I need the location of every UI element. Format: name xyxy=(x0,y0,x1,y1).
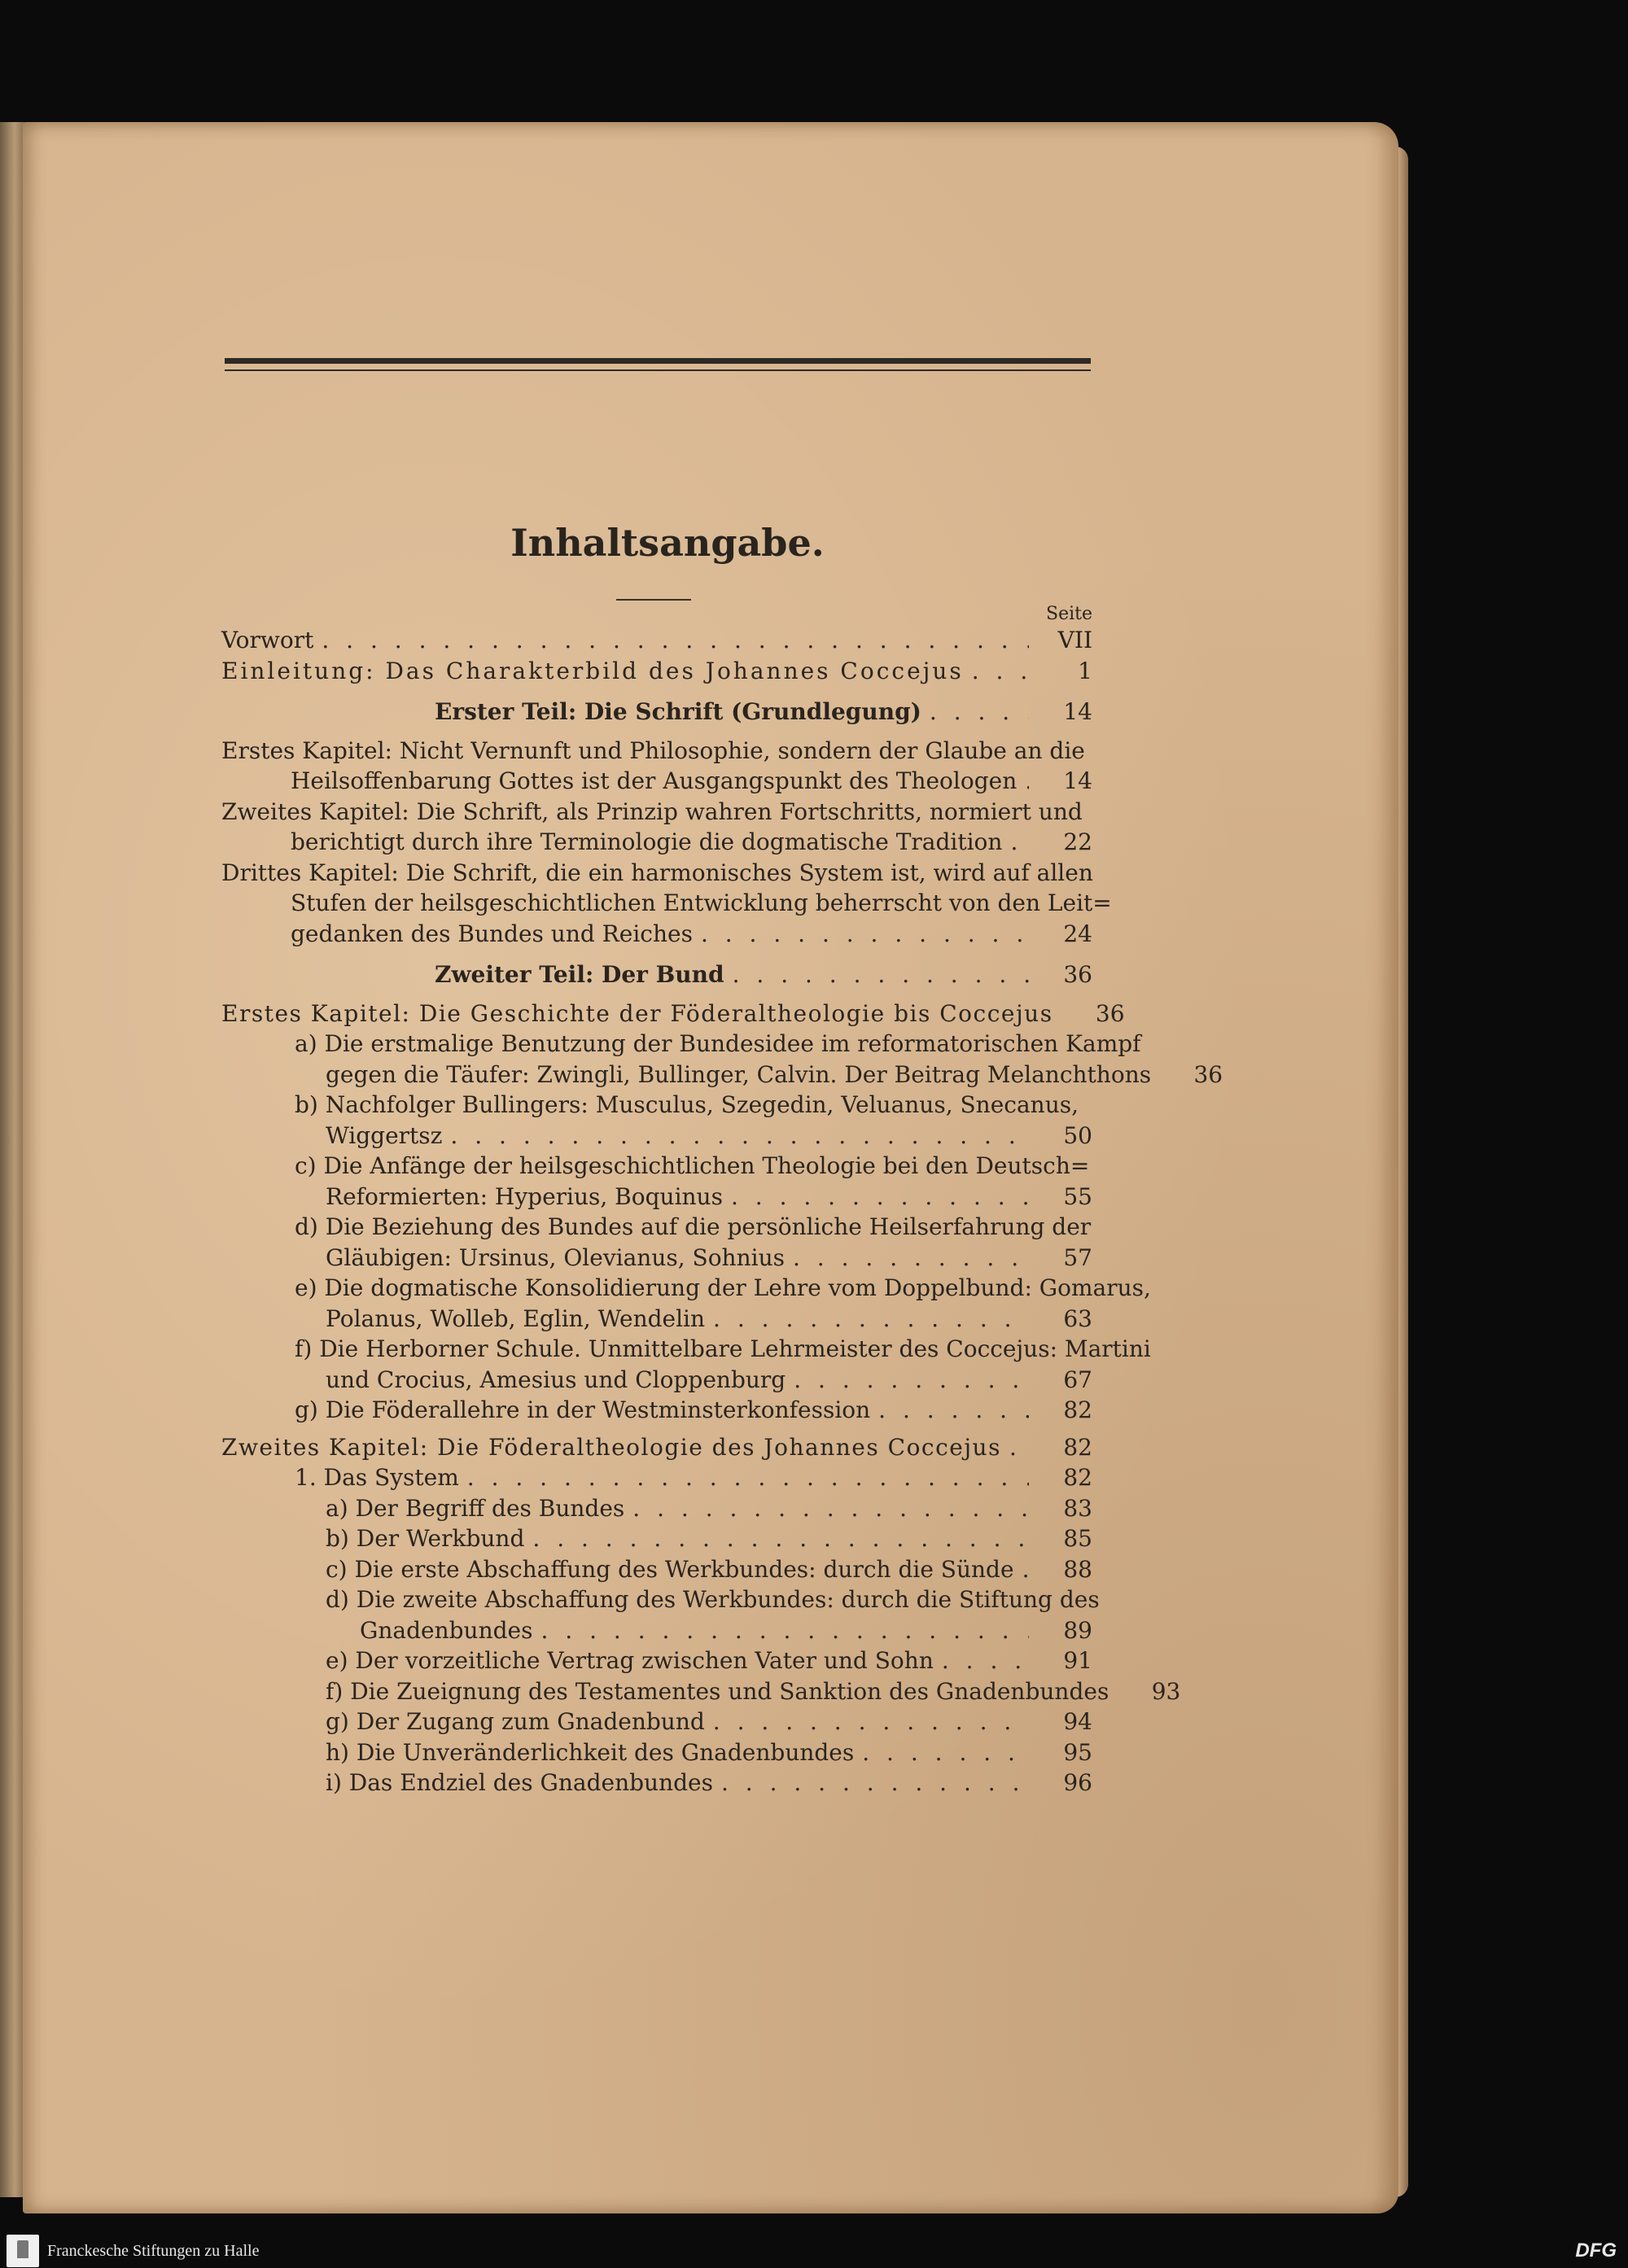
toc-entry-text: i) Das Endziel des Gnadenbundes xyxy=(326,1769,713,1796)
toc-page-number: 82 xyxy=(1063,1396,1092,1423)
toc-system-d xyxy=(221,1615,1092,1646)
toc-page-number: 67 xyxy=(1063,1366,1092,1393)
toc-section-a xyxy=(221,1060,1223,1090)
seite-label: Seite xyxy=(1046,604,1092,624)
toc-chapter-line: Erstes Kapitel: Nicht Vernunft und Philosophie, sondern der Glaube an die xyxy=(221,736,1085,764)
toc-chapter-1-1 xyxy=(221,766,1092,797)
leader-dots xyxy=(540,1615,1029,1646)
leader-dots xyxy=(733,959,1029,990)
toc-entry-text: 1. Das System xyxy=(295,1464,459,1491)
toc-system-a xyxy=(221,1493,1092,1524)
toc-section-line: d) Die Beziehung des Bundes auf die persönliche Heilserfahrung der xyxy=(295,1213,1092,1240)
toc-chapter-1-3 xyxy=(221,919,1092,950)
toc-entry-text: g) Die Föderallehre in der Westminsterkonfession xyxy=(295,1396,871,1423)
toc-chapter-2-1 xyxy=(221,999,1125,1029)
toc-entry-text: und Crocius, Amesius und Cloppenburg xyxy=(326,1366,786,1393)
toc-system-h xyxy=(221,1737,1092,1768)
institution-logo-icon xyxy=(7,2235,39,2267)
leader-dots xyxy=(322,625,1029,656)
toc-entry-text: g) Der Zugang zum Gnadenbund xyxy=(326,1708,705,1735)
toc-page-number: 95 xyxy=(1063,1738,1092,1766)
toc-section-line: d) Die zweite Abschaffung des Werkbundes: durch die Stiftung des xyxy=(326,1586,1100,1613)
toc-entry-text: c) Die erste Abschaffung des Werkbundes: durch die Sünde xyxy=(326,1555,1014,1583)
toc-chapter-line: Zweites Kapitel: Die Schrift, als Prinzip wahren Fortschritts, normiert und xyxy=(221,798,1083,825)
toc-page-number: 83 xyxy=(1063,1494,1092,1522)
toc-chapter-1-2 xyxy=(221,827,1092,858)
leader-dots xyxy=(467,1462,1029,1493)
leader-dots xyxy=(942,1645,1029,1676)
header-rule-thin xyxy=(225,369,1091,371)
toc-entry-text: Polanus, Wolleb, Eglin, Wendelin xyxy=(326,1304,706,1332)
toc-section-line: b) Nachfolger Bullingers: Musculus, Szegedin, Veluanus, Snecanus, xyxy=(295,1091,1079,1118)
toc-section-f xyxy=(221,1365,1092,1396)
title-underline xyxy=(616,599,691,601)
toc-page-number: 82 xyxy=(1063,1433,1092,1461)
toc-page-number: 24 xyxy=(1063,920,1092,947)
table-of-contents xyxy=(221,604,1223,1798)
toc-entry-text: Wiggertsz xyxy=(326,1121,443,1149)
toc-section-g xyxy=(221,1395,1092,1426)
toc-page-number: 36 xyxy=(1193,1060,1223,1088)
toc-part-heading: Zweiter Teil: Der Bund xyxy=(435,961,724,988)
toc-system-f xyxy=(221,1676,1181,1707)
toc-entry-text: a) Der Begriff des Bundes xyxy=(326,1494,625,1522)
leader-dots xyxy=(1022,1554,1029,1585)
toc-entry-text: berichtigt durch ihre Terminologie die dogmatische Tradition xyxy=(291,828,1003,855)
leader-dots xyxy=(862,1737,1029,1768)
toc-chapter-line: Drittes Kapitel: Die Schrift, die ein harmonisches System ist, wird auf allen xyxy=(221,859,1093,886)
toc-page-number: 57 xyxy=(1063,1243,1092,1271)
leader-dots xyxy=(632,1493,1029,1524)
toc-page-number: 63 xyxy=(1063,1304,1092,1332)
toc-system-b xyxy=(221,1523,1092,1554)
toc-part-1 xyxy=(221,697,1092,728)
leader-dots xyxy=(713,1706,1029,1737)
leader-dots xyxy=(1025,766,1029,797)
toc-entry-text: Zweites Kapitel: Die Föderaltheologie des Johannes Coccejus xyxy=(221,1433,1001,1461)
toc-entry-text: Erstes Kapitel: Die Geschichte der Föderaltheologie bis Coccejus xyxy=(221,999,1053,1027)
toc-entry-text: Reformierten: Hyperius, Boquinus xyxy=(326,1182,723,1210)
dfg-logo: DFG xyxy=(1575,2240,1617,2261)
toc-entry-text: Gläubigen: Ursinus, Olevianus, Sohnius xyxy=(326,1243,785,1271)
toc-page-number: 96 xyxy=(1063,1769,1092,1796)
leader-dots xyxy=(701,919,1029,950)
toc-page-number: 50 xyxy=(1063,1121,1092,1149)
leader-dots xyxy=(1010,827,1029,858)
leader-dots xyxy=(794,1365,1029,1396)
toc-chapter-2-2 xyxy=(221,1432,1092,1463)
toc-section-line: e) Die dogmatische Konsolidierung der Lehre vom Doppelbund: Gomarus, xyxy=(295,1274,1151,1301)
toc-system-g xyxy=(221,1706,1092,1737)
toc-page-number: 94 xyxy=(1063,1708,1092,1735)
toc-page-number: 14 xyxy=(1063,698,1092,725)
toc-page-number: 91 xyxy=(1063,1647,1092,1674)
toc-page-number: VII xyxy=(1057,627,1092,653)
leader-dots xyxy=(878,1395,1029,1426)
institution-name: Franckesche Stiftungen zu Halle xyxy=(47,2242,260,2260)
toc-system-i xyxy=(221,1768,1092,1798)
toc-entry-text: gedanken des Bundes und Reiches xyxy=(291,920,693,947)
toc-page-number: 55 xyxy=(1063,1182,1092,1210)
toc-page-number: 85 xyxy=(1063,1525,1092,1552)
page-title: Inhaltsangabe. xyxy=(510,521,825,565)
toc-system-c xyxy=(221,1554,1092,1585)
leader-dots xyxy=(930,697,1029,728)
spacer xyxy=(221,1426,1092,1432)
toc-page-number: 1 xyxy=(1078,657,1092,684)
toc-page-number: 82 xyxy=(1063,1464,1092,1491)
toc-section-e xyxy=(221,1304,1092,1335)
toc-system-e xyxy=(221,1645,1092,1676)
toc-section-b xyxy=(221,1121,1092,1151)
toc-entry-text: gegen die Täufer: Zwingli, Bullinger, Calvin. Der Beitrag Melanchthons xyxy=(326,1060,1152,1088)
toc-entry-text: b) Der Werkbund xyxy=(326,1525,525,1552)
toc-page-number: 89 xyxy=(1063,1616,1092,1644)
toc-section-line: a) Die erstmalige Benutzung der Bundesidee im reformatorischen Kampf xyxy=(295,1030,1141,1057)
toc-page-number: 93 xyxy=(1151,1677,1181,1705)
viewer-footer xyxy=(0,2233,1628,2268)
adjoining-page-edge xyxy=(0,122,24,2197)
toc-entry-text: Einleitung: Das Charakterbild des Johannes Coccejus xyxy=(221,657,964,684)
leader-dots xyxy=(450,1121,1029,1151)
toc-section-d xyxy=(221,1243,1092,1274)
toc-page-number: 36 xyxy=(1095,999,1125,1027)
toc-entry-text: Vorwort xyxy=(221,627,314,653)
toc-page-number: 22 xyxy=(1063,828,1092,855)
toc-page-number: 88 xyxy=(1063,1555,1092,1583)
toc-entry-vorwort xyxy=(221,625,1092,656)
toc-section-line: c) Die Anfänge der heilsgeschichtlichen Theologie bei den Deutsch= xyxy=(295,1152,1090,1179)
toc-entry-text: h) Die Unveränderlichkeit des Gnadenbundes xyxy=(326,1738,855,1766)
toc-system xyxy=(221,1462,1092,1493)
toc-section-c xyxy=(221,1182,1092,1213)
leader-dots xyxy=(731,1182,1029,1213)
toc-page-number: 14 xyxy=(1063,767,1092,794)
toc-part-2 xyxy=(221,959,1092,990)
leader-dots xyxy=(1009,1432,1029,1463)
leader-dots xyxy=(721,1768,1029,1798)
toc-page-number: 36 xyxy=(1063,961,1092,988)
leader-dots xyxy=(532,1523,1029,1554)
toc-section-line: f) Die Herborner Schule. Unmittelbare Lehrmeister des Coccejus: Martini xyxy=(295,1335,1151,1362)
toc-entry-text: Heilsoffenbarung Gottes ist der Ausgangspunkt des Theologen xyxy=(291,767,1017,794)
leader-dots xyxy=(972,656,1029,687)
toc-chapter-line: Stufen der heilsgeschichtlichen Entwicklung beherrscht von den Leit= xyxy=(291,889,1112,916)
toc-part-heading: Erster Teil: Die Schrift (Grundlegung) xyxy=(435,698,921,725)
toc-entry-text: f) Die Zueignung des Testamentes und Sanktion des Gnadenbundes xyxy=(326,1677,1109,1705)
leader-dots xyxy=(793,1243,1029,1274)
toc-entry-einleitung xyxy=(221,656,1092,687)
header-rule-thick xyxy=(225,358,1091,364)
toc-entry-text: e) Der vorzeitliche Vertrag zwischen Vater und Sohn xyxy=(326,1647,934,1674)
toc-entry-text: Gnadenbundes xyxy=(360,1616,533,1644)
leader-dots xyxy=(713,1304,1029,1335)
